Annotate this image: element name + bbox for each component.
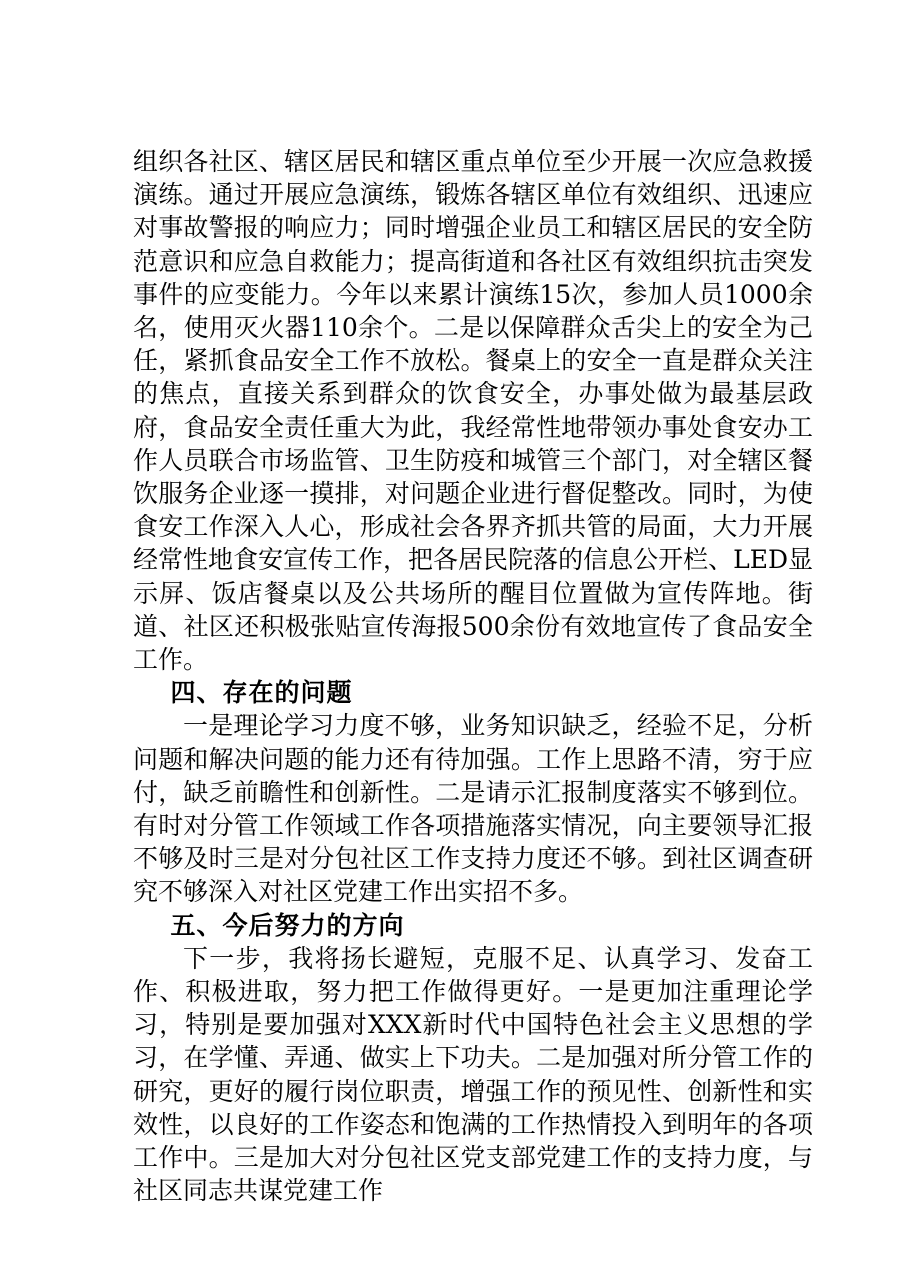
paragraph-emergency-and-food-safety: 组织各社区、辖区居民和辖区重点单位至少开展一次应急救援演练。通过开展应急演练，锻炼各辖区单位有效组织、迅速应对事故警报的响应力；同时增强企业员工和辖区居民的安全防范意识和应急自救能力；提高街道和各社区有效组织抗击突发事件的应变能力。今年以来累计演练15次，参加人员1000余名，使用灭火器110余个。二是以保障群众舌尖上的安全为己任，紧抓食品安全工作不放松。餐桌上的安全一直是群众关注的焦点，直接关系到群众的饮食安全，办事处做为最基层政府，食品安全责任重大为此，我经常性地带领办事处食安办工作人员联合市场监管、卫生防疫和城管三个部门，对全辖区餐饮服务企业逐一摸排，对问题企业进行督促整改。同时，为使食安工作深入人心，形成社会各界齐抓共管的局面，大力开展经常性地食安宣传工作，把各居民院落的信息公开栏、LED显示屏、饭店餐桌以及公共场所的醒目位置做为宣传阵地。街道、社区还积极张贴宣传海报500余份有效地宣传了食品安全工作。	[133, 147, 813, 675]
document-body	[133, 145, 813, 1208]
paragraph-future-direction: 下一步，我将扬长避短，克服不足、认真学习、发奋工作、积极进取，努力把工作做得更好。一是更加注重理论学习，特别是要加强对XXX新时代中国特色社会主义思想的学习，在学懂、弄通、做实上下功夫。二是加强对所分管工作的研究，更好的履行岗位职责，增强工作的预见性、创新性和实效性，以良好的工作姿态和饱满的工作热情投入到明年的各项工作中。三是加大对分包社区党支部党建工作的支持力度，与社区同志共谋党建工作	[133, 943, 813, 1206]
section-heading-existing-problems: 四、存在的问题	[170, 678, 353, 708]
paragraph-existing-problems: 一是理论学习力度不够，业务知识缺乏，经验不足，分析问题和解决问题的能力还有待加强。工作上思路不清，穷于应付，缺乏前瞻性和创新性。二是请示汇报制度落实不够到位。有时对分管工作领域工作各项措施落实情况，向主要领导汇报不够及时三是对分包社区工作支持力度还不够。到社区调查研究不够深入对社区党建工作出实招不多。	[133, 711, 813, 907]
section-heading-future-direction: 五、今后努力的方向	[170, 910, 405, 940]
